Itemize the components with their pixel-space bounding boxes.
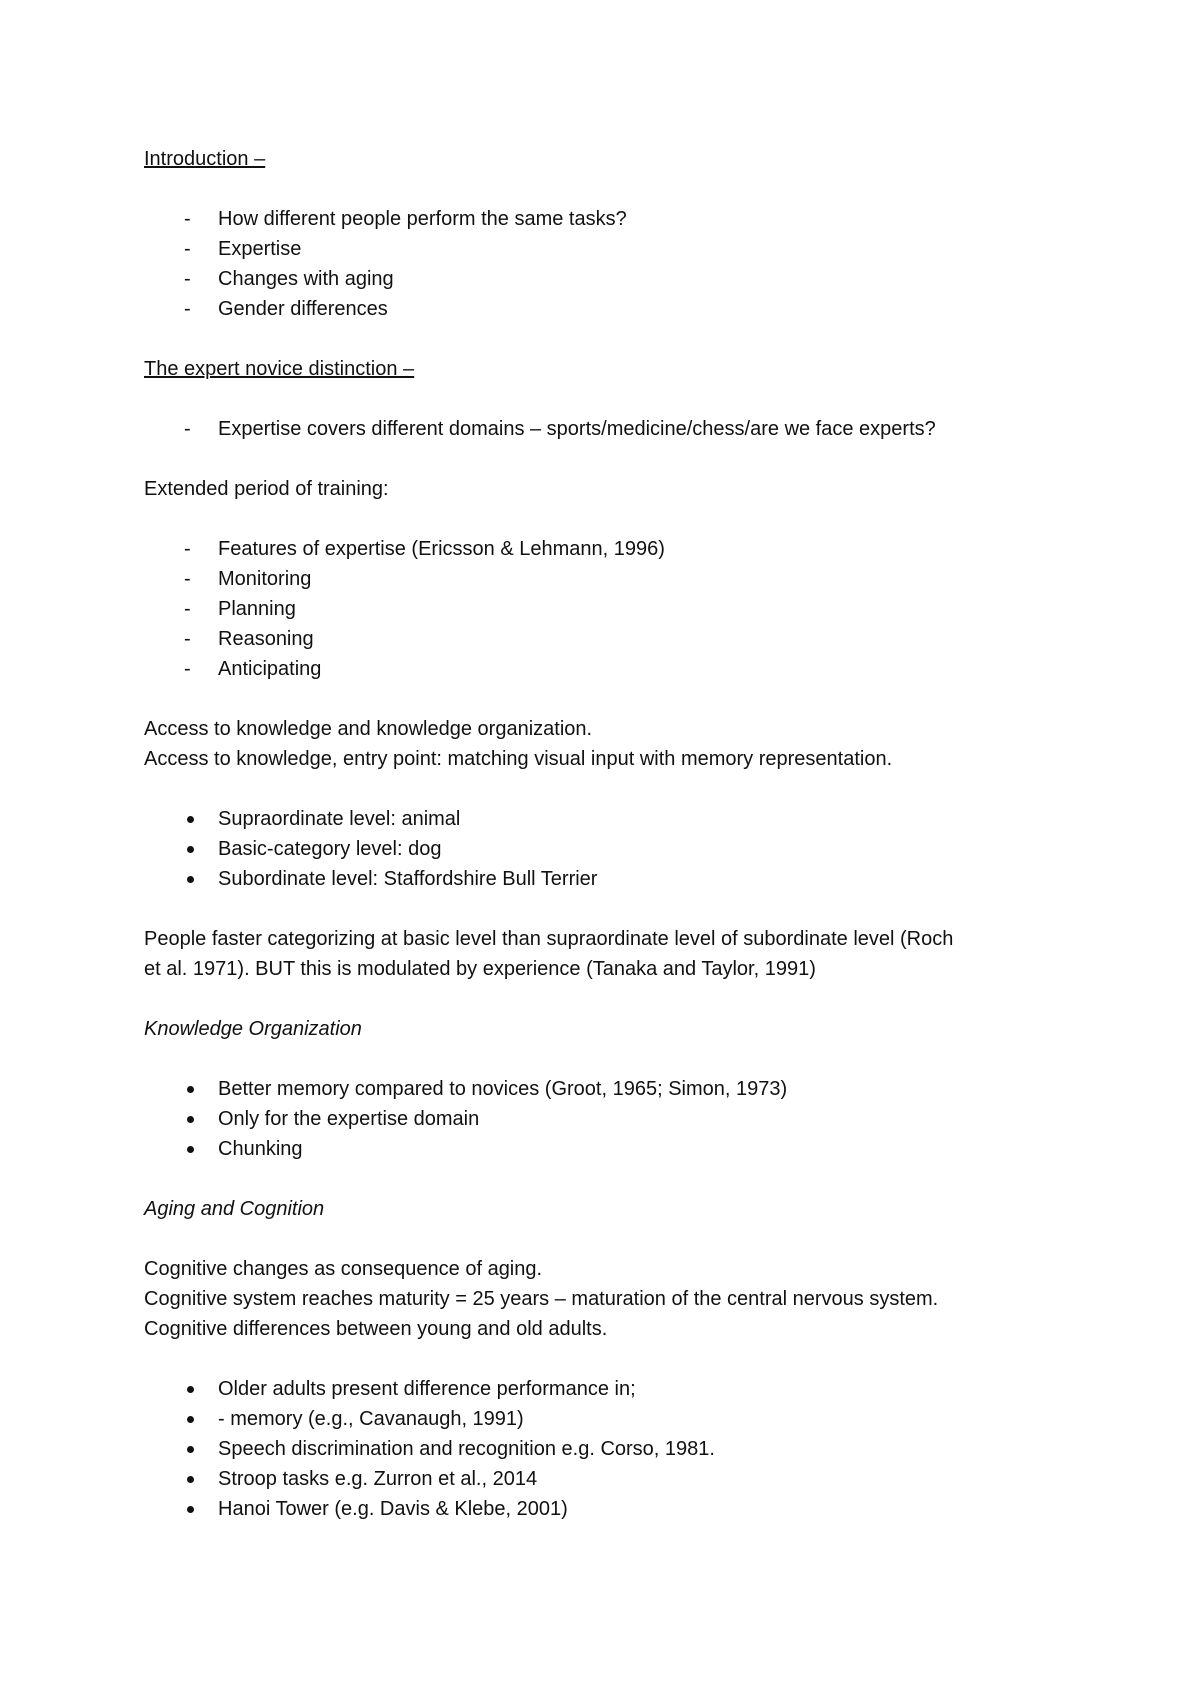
aging-paragraph-line-3: Cognitive differences between young and old adults.: [144, 1318, 608, 1340]
bullet-icon: [187, 1506, 194, 1513]
access-paragraph-line-2: Access to knowledge, entry point: matching visual input with memory representation.: [144, 748, 893, 770]
list-item-text: Planning: [218, 598, 296, 620]
list-item: [144, 264, 1056, 294]
list-item: [144, 804, 1056, 834]
list-item-text: Basic-category level: dog: [218, 838, 442, 860]
dash-marker: -: [184, 628, 191, 650]
list-item: [144, 864, 1056, 894]
list-item: [144, 564, 1056, 594]
list-item-text: Only for the expertise domain: [218, 1108, 480, 1130]
expert-heading: The expert novice distinction –: [144, 358, 415, 380]
dash-marker: -: [184, 238, 191, 260]
bullet-icon: [187, 1146, 194, 1153]
dash-marker: -: [184, 598, 191, 620]
list-item: [144, 1494, 1056, 1524]
list-item-text: Changes with aging: [218, 268, 394, 290]
bullet-icon: [187, 816, 194, 823]
dash-marker: -: [184, 418, 191, 440]
training-list: [144, 534, 1056, 684]
list-item: [144, 1464, 1056, 1494]
list-item: [144, 1374, 1056, 1404]
bullet-icon: [187, 1116, 194, 1123]
document-body: [144, 144, 1056, 1524]
bullet-icon: [187, 1416, 194, 1423]
list-item: [144, 534, 1056, 564]
levels-list: [144, 804, 1056, 894]
list-item-text: Subordinate level: Staffordshire Bull Terrier: [218, 868, 598, 890]
bullet-icon: [187, 1386, 194, 1393]
intro-heading: Introduction –: [144, 148, 266, 170]
list-item: [144, 1134, 1056, 1164]
list-item-text: Reasoning: [218, 628, 314, 650]
intro-list: [144, 204, 1056, 324]
list-item: [144, 1074, 1056, 1104]
list-item-text: Older adults present difference performance in;: [218, 1378, 636, 1400]
bullet-icon: [187, 876, 194, 883]
list-item: [144, 294, 1056, 324]
list-item: [144, 834, 1056, 864]
dash-marker: -: [184, 268, 191, 290]
list-item-text: Anticipating: [218, 658, 322, 680]
knowledge-list: [144, 1074, 1056, 1164]
aging-paragraph-line-1: Cognitive changes as consequence of aging.: [144, 1258, 543, 1280]
dash-marker: -: [184, 208, 191, 230]
people-paragraph-line-1: People faster categorizing at basic level than supraordinate level of subordinate level (Roch: [144, 928, 954, 950]
list-item: [144, 234, 1056, 264]
list-item: [144, 204, 1056, 234]
list-item: [144, 594, 1056, 624]
knowledge-heading: Knowledge Organization: [144, 1018, 362, 1040]
dash-marker: -: [184, 568, 191, 590]
dash-marker: -: [184, 298, 191, 320]
list-item-text: Monitoring: [218, 568, 312, 590]
aging-heading: Aging and Cognition: [144, 1198, 325, 1220]
dash-marker: -: [184, 658, 191, 680]
list-item-text: - memory (e.g., Cavanaugh, 1991): [218, 1408, 524, 1430]
expert-list: [144, 414, 1056, 444]
list-item-text: Better memory compared to novices (Groot, 1965; Simon, 1973): [218, 1078, 788, 1100]
list-item: [144, 1104, 1056, 1134]
people-paragraph-line-2: et al. 1971). BUT this is modulated by experience (Tanaka and Taylor, 1991): [144, 958, 816, 980]
aging-list: [144, 1374, 1056, 1524]
bullet-icon: [187, 1476, 194, 1483]
bullet-icon: [187, 1446, 194, 1453]
list-item-text: How different people perform the same tasks?: [218, 208, 627, 230]
list-item: [144, 624, 1056, 654]
list-item-text: Hanoi Tower (e.g. Davis & Klebe, 2001): [218, 1498, 568, 1520]
aging-paragraph-line-2: Cognitive system reaches maturity = 25 years – maturation of the central nervous system.: [144, 1288, 939, 1310]
dash-marker: -: [184, 538, 191, 560]
list-item-text: Features of expertise (Ericsson & Lehmann, 1996): [218, 538, 665, 560]
training-heading: Extended period of training:: [144, 478, 389, 500]
list-item-text: Stroop tasks e.g. Zurron et al., 2014: [218, 1468, 538, 1490]
access-paragraph-line-1: Access to knowledge and knowledge organization.: [144, 718, 593, 740]
list-item: [144, 1404, 1056, 1434]
list-item: [144, 654, 1056, 684]
list-item: [144, 414, 1056, 444]
list-item-text: Gender differences: [218, 298, 388, 320]
list-item-text: Expertise: [218, 238, 302, 260]
bullet-icon: [187, 846, 194, 853]
list-item-text: Expertise covers different domains – sports/medicine/chess/are we face experts?: [218, 418, 936, 440]
bullet-icon: [187, 1086, 194, 1093]
list-item-text: Chunking: [218, 1138, 303, 1160]
list-item-text: Speech discrimination and recognition e.g. Corso, 1981.: [218, 1438, 715, 1460]
list-item-text: Supraordinate level: animal: [218, 808, 461, 830]
list-item: [144, 1434, 1056, 1464]
